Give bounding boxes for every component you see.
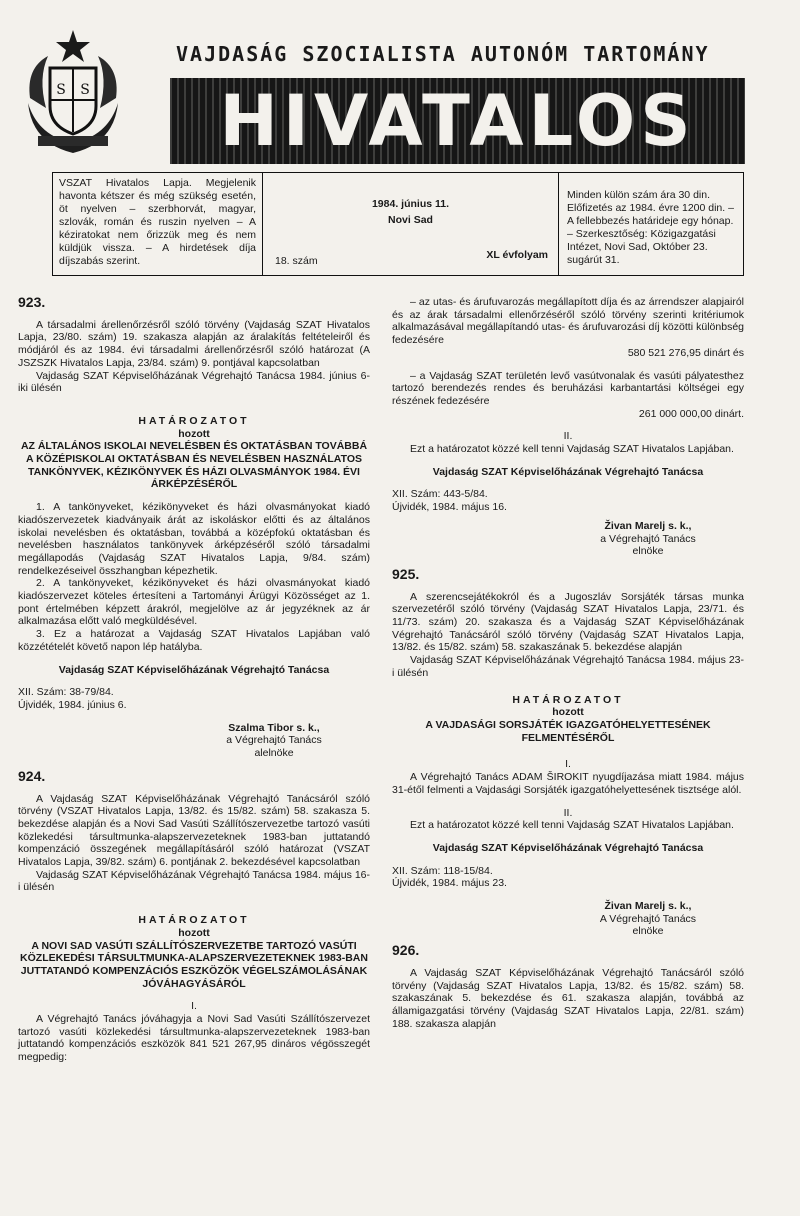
hozott-label: hozott [178,926,210,939]
roman-numeral: I. [191,1000,197,1013]
signatory: Szalma Tibor s. k., [228,721,320,734]
issue-place: Novi Sad [388,214,433,226]
issue-number: 18. szám [275,255,318,267]
svg-text:S: S [80,82,90,98]
council-name: Vajdaság SZAT Képviselőházának Végrehajtó Tanácsa [432,841,704,854]
signatory: Živan Marelj s. k., [604,900,692,913]
decision-heading: HATÁROZATOT [138,914,250,927]
paragraph: A Végrehajtó Tanács ADAM ŠIROKIT nyugdíjazása miatt 1984. május 31-étől felmenti a Vajdasági Sorsjáték igazgatóhelyettesének tisztsége alól. [392,771,744,796]
section-number-924: 924. [18,767,46,784]
signatory-role: elnöke [632,925,664,938]
point-2: 2. A tankönyveket, kézikönyveket és házi olvasmányokat kiadó kiadószervezet köteles értesíteni a Tartományi Árügyi Közösséget az 1. pont értelmében képzett árakról, megjelölve az ár jegyzéknek az ár alkalmazása előtt való megküldésével. [18,577,370,628]
hozott-label: hozott [178,427,210,440]
paragraph: – az utas- és árufuvarozás megállapított díja és az árrendszer alapjairól és az árak társadalmi ellenőrzéséről szóló törvény szerinti kritériumok alkalmazásával megállapítandó utas- és árufuvarozási díj közötti különbség fedezésére [392,296,744,347]
svg-text:S: S [56,82,66,98]
roman-numeral: II. [563,806,573,819]
roman-numeral: I. [565,758,571,771]
roman-numeral: II. [563,430,573,443]
paragraph: A Végrehajtó Tanács jóváhagyja a Novi Sad Vasúti Szállítószervezet tartozó vasúti közlekedési társultmunka-alapszervezeteknek 1983-ban juttatandó kompenzációs eszközök 841 521 267,95 dináros végösszegét megpedig: [18,1013,370,1064]
place-date: Újvidék, 1984. május 16. [392,501,507,514]
signatory-role: alelnöke [254,747,294,760]
masthead-top-line: VAJDASÁG SZOCIALISTA AUTONÓM TARTOMÁNY [176,42,710,66]
hozott-label: hozott [552,706,584,719]
signatory: Živan Marelj s. k., [604,519,692,532]
publisher-note: VSZAT Hivatalos Lapja. Megjelenik havonta kétszer és még szükség esetén, öt nyelven – szerbhorvát, magyar, szlovák, román és ruszin nyelven – A kéziratokat nem őrizzük meg és nem küldjük vissza. – A hirdetések díja díjszabás szerint. [53,173,263,275]
reference-number: XII. Szám: 38-79/84. [18,686,114,699]
left-column [18,296,370,1064]
paragraph: A Vajdaság SZAT Képviselőházának Végrehajtó Tanácsáról szóló törvény (VSZAT Hivatalos Lapja, 13/82. és 15/82. szám) 58. szakasza 5. bekezdése alapján és a Novi Sad Vasúti Szállítószervezetbe tartozó vasúti közlekedési társultmunka-alapszervezeteknek 1983-ban juttatandó kompenzáció összegének megállapításáról szóló határozat (VSZAT Hivatalos Lapja, 39/82. szám) 6. pontjának 2. bekezdésével kapcsolatban [18,792,370,869]
paragraph: Ezt a határozatot közzé kell tenni Vajdaság SZAT Hivatalos Lapjában. [410,819,734,832]
amount: 580 521 276,95 dinárt és [627,346,744,359]
point-1: 1. A tankönyveket, kézikönyveket és házi olvasmányokat kiadó kiadószervezetek kiadványaik árát az iskoláskor előtti és az általános iskolai nevelésben és oktatásban, továbbá a középfokú oktatásban és nevelésben használatos tankönyvek árképzéséről szóló társadalmi megállapodás (Vajdaság SZAT Hivatalos Lapja, 9/84. szám) rendelkezéseivel összhangban képezhetik. [18,501,370,577]
price-note: Minden külön szám ára 30 din. Előfizetés az 1984. évre 1200 din. – A fellebbezés határideje egy hónap. – Szerkesztőség: Közigazgatási Intézet, Novi Sad, Október 23. sugárút 31. [567,189,734,266]
council-name: Vajdaság SZAT Képviselőházának Végrehajtó Tanácsa [432,465,704,478]
place-date: Újvidék, 1984. június 6. [18,698,127,711]
paragraph: Vajdaság SZAT Képviselőházának Végrehajtó Tanácsa 1984. május 23-i ülésén [392,654,744,679]
paragraph: A szerencsejátékokról és a Jugoszláv Sorsjáték társas munka szervezetéről szóló törvény (Vajdaság SZAT Hivatalos Lapja, 23/71. és 11/73. szám) 20. szakasza és a Vajdaság SZAT Képviselőházának Végrehajtó Tanácsáról szóló törvény (Vajdaság SZAT Hivatalos Lapja, 13/82. és 15/82. szám) 58. szakaszának 5. bekezdése alapján [392,590,744,654]
right-column [392,296,744,1030]
section-number-923: 923. [18,294,46,310]
paragraph: Vajdaság SZAT Képviselőházának Végrehajtó Tanácsa 1984. június 6-iki ülésén [18,369,370,395]
paragraph: Ezt a határozatot közzé kell tenni Vajdaság SZAT Hivatalos Lapjában. [410,443,734,456]
paragraph: Vajdaság SZAT Képviselőházának Végrehajtó Tanácsa 1984. május 16-i ülésén [18,868,370,894]
decision-heading: HATÁROZATOT [512,693,624,706]
decision-heading: HATÁROZATOT [138,414,250,427]
coat-of-arms-emblem [18,28,128,163]
issue-date: 1984. június 11. [371,198,450,210]
signatory-role: a Végrehajtó Tanács [226,734,322,747]
reference-number: XII. Szám: 118-15/84. [392,864,493,877]
signatory-role: elnöke [632,545,664,558]
decision-title: AZ ÁLTALÁNOS ISKOLAI NEVELÉSBEN ÉS OKTATÁSBAN TOVÁBBÁ A KÖZÉPISKOLAI OKTATÁSBAN ÉS NEVELÉSBEN HASZNÁLATOS TANKÖNYVEK, KÉZIKÖNYVEK ÉS HÁZI OLVASMÁNYOK 1984. ÉVI ÁRKÉPZÉSÉRŐL [20,440,368,491]
signatory-role: A Végrehajtó Tanács [599,912,697,925]
issue-details [263,173,559,275]
publication-info-box [52,172,744,276]
paragraph: A Vajdaság SZAT Képviselőházának Végrehajtó Tanácsáról szóló törvény (Vajdaság SZAT Hivatalos Lapja, 13/82. és 15/82. szám) 58. szakaszának 5. bekezdése és 61. szakasza alapján, továbbá az államigazgatási törvény (Vajdaság SZAT Hivatalos Lapja, 22/81. szám) 188. szakasza alapján [392,966,744,1030]
paragraph: – a Vajdaság SZAT területén levő vasútvonalak és vasúti pályatesthez tartozó berendezés rendes és beruházási karbantartási költségei egy részének fedezésére [392,369,744,407]
decision-title: A VAJDASÁGI SORSJÁTÉK IGAZGATÓHELYETTESÉNEK FELMENTÉSÉRŐL [425,718,711,744]
place-date: Újvidék, 1984. május 23. [392,877,507,890]
amount: 261 000 000,00 dinárt. [638,407,744,420]
point-3: 3. Ez a határozat a Vajdaság SZAT Hivatalos Lapjában való közzétételét követő napon lép hatályba. [18,628,370,653]
section-number-926: 926. [392,942,420,959]
decision-title: A NOVI SAD VASÚTI SZÁLLÍTÓSZERVEZETBE TARTOZÓ VASÚTI KÖZLEKEDÉSI TÁRSULTMUNKA-ALAPSZERVEZETEKNEK 1983-BAN JUTTATANDÓ KOMPENZÁCIÓS ESZKÖZÖK VÉGELSZÁMOLÁSÁNAK JÓVÁHAGYÁSÁRÓL [20,939,368,990]
signatory-role: a Végrehajtó Tanács [600,532,696,545]
masthead-title: HIVATALOS [170,78,745,164]
reference-number: XII. Szám: 443-5/84. [392,488,488,501]
paragraph: A társadalmi árellenőrzésről szóló törvény (Vajdaság SZAT Hivatalos Lapja, 23/80. szám) 19. szakasza alapján az áralakítás feltételeiről és módjáról és az 1984. évi társadalmi árellenőrzésről szóló határozat (A JSZSZK Hivatalos Lapja, 23/84. szám) 9. pontjával kapcsolatban [18,318,370,369]
section-number-925: 925. [392,565,420,582]
issue-year: XL évfolyam [486,249,548,261]
council-name: Vajdaság SZAT Képviselőházának Végrehajtó Tanácsa [58,663,330,676]
